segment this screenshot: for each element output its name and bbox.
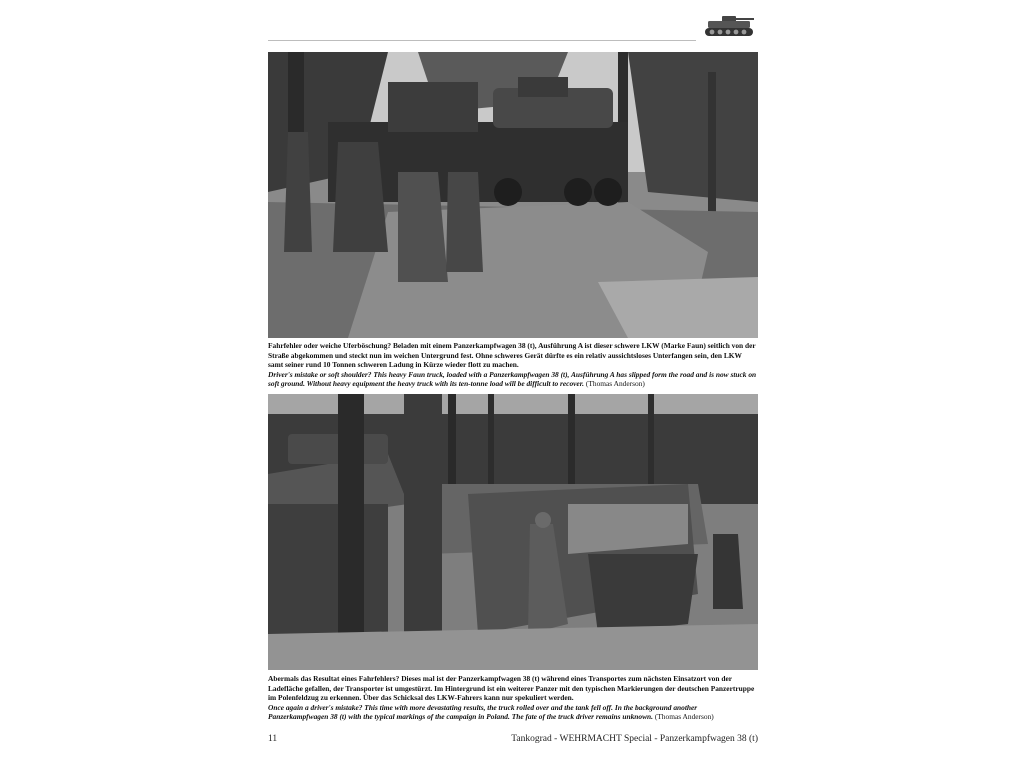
caption-top-english: Driver's mistake or soft shoulder? This heavy Faun truck, loaded with a Panzerkampfwagen 38 (t), Ausführung A has slipped form the road and is now stuck on soft ground. Without heavy equipment the heavy truck with its ten-tonne load will be difficult to recover. [268,369,757,389]
caption-bottom-german: Abermals das Resultat eines Fahrfehlers? Dieses mal ist der Panzerkampfwagen 38 (t) während eines Transportes zum nächsten Einsatzort von der Ladefläche gefallen, der Transporter ist umgestürzt. Im Hintergrund ist ein weiterer Panzer mit den typischen Markierungen der deutschen Panzertruppe im Polenfeldzug zu erkennen. Über das Schicksal des LKW-Fahrers kann nur spekuliert werden. [268,674,755,703]
caption-top [268,341,758,389]
photo-truck-overturned [268,394,758,670]
caption-top-german: Fahrfehler oder weiche Uferböschung? Beladen mit einem Panzerkampfwagen 38 (t), Ausführung A ist dieser schwere LKW (Marke Faun) seitlich von der Straße abgekommen und steckt nun im weichen Untergrund fest. Ohne schweres Gerät dürfte es ein relativ aussichtsloses Unterfangen sein, den LKW samt seiner rund 10 Tonnen schweren Ladung in Kürze wieder flott zu machen. [268,341,756,370]
page-number: 11 [268,734,278,744]
caption-bottom [268,674,758,722]
caption-bottom-english: Once again a driver's mistake? This time with more devastating results, the truck rolled over and the tank fell off. In the background another Panzerkampfwagen 38 (t) with the typical markings of the campaign in Poland. The fate of the truck driver remains unknown. [268,702,698,722]
caption-top-credit: (Thomas Anderson) [585,379,645,389]
photo-truck-stuck [268,52,758,338]
photograph-truck-overturned [268,394,758,670]
header-rule [268,40,696,41]
caption-bottom-credit: (Thomas Anderson) [654,712,714,722]
tank-logo-icon [700,10,758,40]
footer-title: Tankograd - WEHRMACHT Special - Panzerkampfwagen 38 (t) [511,734,758,744]
photograph-truck-stuck [268,52,758,338]
